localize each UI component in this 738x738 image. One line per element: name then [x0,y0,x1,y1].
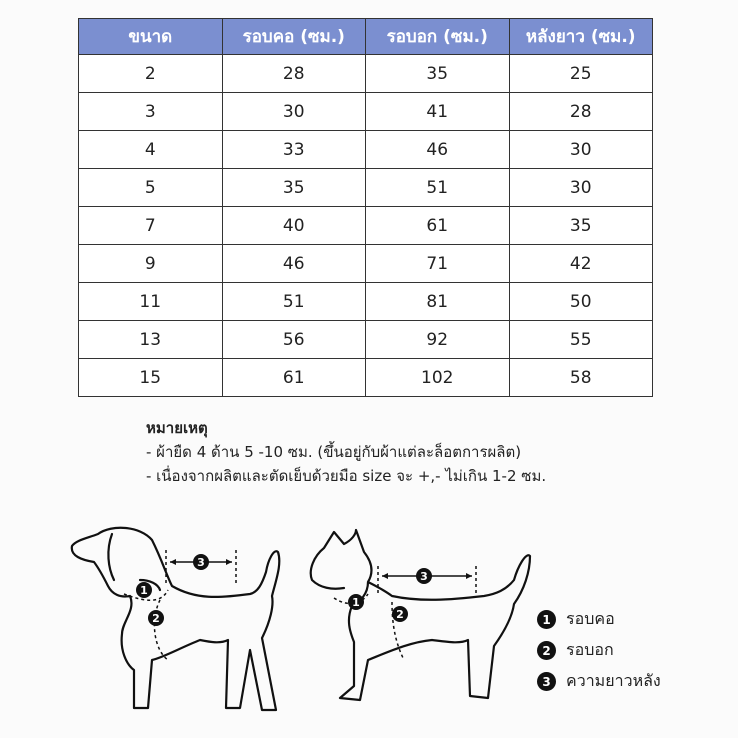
cell-neck: 33 [222,131,366,169]
cell-chest: 81 [366,283,510,321]
table-row [79,321,653,359]
marker-3: 3 [197,556,205,569]
marker-1: 1 [352,596,360,609]
cell-back: 30 [509,169,653,207]
cell-neck: 46 [222,245,366,283]
cell-chest: 61 [366,207,510,245]
header-back-length: หลังยาว (ซม.) [509,19,653,55]
cell-size: 15 [79,359,223,397]
cell-neck: 35 [222,169,366,207]
cell-size: 11 [79,283,223,321]
marker-2: 2 [396,608,404,621]
table-row [79,169,653,207]
table-row [79,93,653,131]
cell-chest: 46 [366,131,510,169]
cell-size: 5 [79,169,223,207]
size-table [78,18,653,397]
legend [537,604,661,697]
header-size: ขนาด [79,19,223,55]
cell-back: 58 [509,359,653,397]
cell-neck: 40 [222,207,366,245]
legend-number: 3 [537,672,556,691]
cell-neck: 51 [222,283,366,321]
header-neck: รอบคอ (ซม.) [222,19,366,55]
legend-label: รอบอก [566,640,614,659]
legend-number: 1 [537,610,556,629]
cell-size: 7 [79,207,223,245]
cell-size: 9 [79,245,223,283]
table-row [79,359,653,397]
marker-3: 3 [420,570,428,583]
cell-back: 50 [509,283,653,321]
cell-neck: 56 [222,321,366,359]
cell-chest: 102 [366,359,510,397]
table-row [79,283,653,321]
cell-size: 3 [79,93,223,131]
cell-neck: 30 [222,93,366,131]
cell-back: 35 [509,207,653,245]
cell-back: 55 [509,321,653,359]
legend-item-back-length [537,666,661,697]
marker-2: 2 [152,612,160,625]
cell-back: 30 [509,131,653,169]
table-row [79,131,653,169]
legend-item-neck [537,604,661,635]
note-line: - ผ้ายืด 4 ด้าน 5 -10 ซม. (ขึ้นอยู่กับผ้าแต่ละล็อตการผลิต) [146,443,522,461]
table-row [79,55,653,93]
notes [146,416,546,488]
note-line: - เนื่องจากผลิตและตัดเย็บด้วยมือ size จะ +,- ไม่เกิน 1-2 ซม. [146,467,547,485]
cat-outline [311,530,530,700]
header-chest: รอบอก (ซม.) [366,19,510,55]
notes-title: หมายเหตุ [146,419,208,437]
table-row [79,245,653,283]
dog-outline [72,528,280,710]
legend-number: 2 [537,641,556,660]
cell-size: 13 [79,321,223,359]
legend-label: รอบคอ [566,609,615,628]
legend-label: ความยาวหลัง [566,671,661,690]
cell-chest: 92 [366,321,510,359]
legend-item-chest [537,635,661,666]
cell-chest: 41 [366,93,510,131]
cell-size: 4 [79,131,223,169]
cell-chest: 71 [366,245,510,283]
cell-neck: 61 [222,359,366,397]
cell-neck: 28 [222,55,366,93]
cell-chest: 35 [366,55,510,93]
marker-1: 1 [140,584,148,597]
cell-chest: 51 [366,169,510,207]
cell-size: 2 [79,55,223,93]
header-row [79,19,653,55]
table-row [79,207,653,245]
cell-back: 42 [509,245,653,283]
cell-back: 28 [509,93,653,131]
cell-back: 25 [509,55,653,93]
dog-ear [108,534,114,580]
